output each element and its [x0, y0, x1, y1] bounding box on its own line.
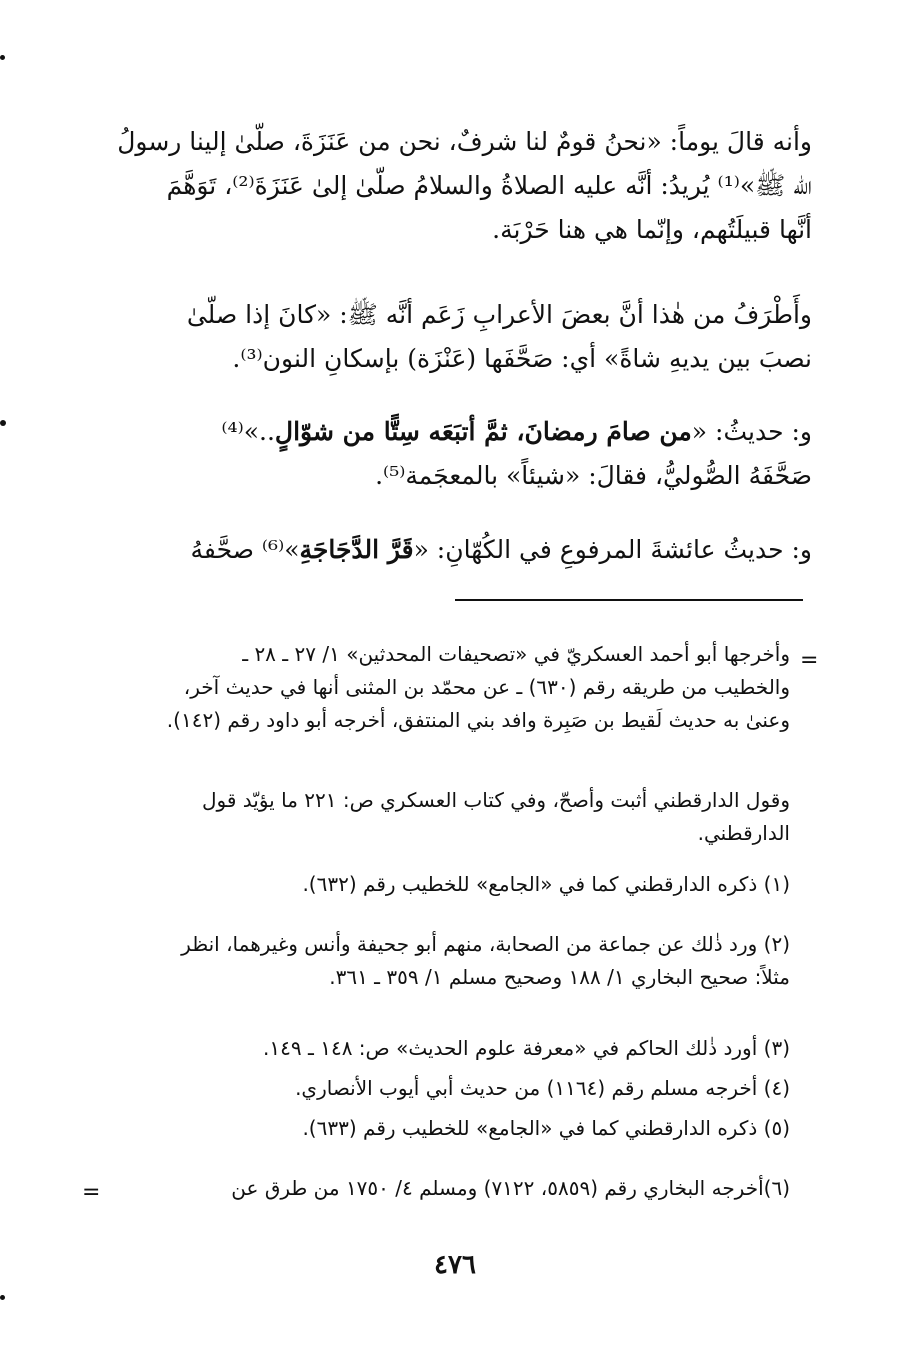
- footnote-1: [110, 868, 790, 901]
- footnote-cont1-line-1: وأخرجها أبو أحمد العسكريّ في «تصحيفات المحدثين» ١/ ٢٧ ـ ٢٨ ـ: [242, 642, 790, 666]
- footnote-cont1-line-3: وعنىٰ به حديث لَقيط بن صَبِرة وافد بني المنتفق، أخرجه أبو داود رقم (١٤٢).: [166, 708, 790, 732]
- paragraph-1-line-3: أنَّها قبيلَتُهم، وإنّما هي هنا حَرْبَة.: [492, 215, 812, 244]
- paragraph-1-line-1: وأنه قالَ يوماً: «نحنُ قومٌ لنا شرفٌ، نحن من عَنَزَةَ، صلّىٰ إلينا رسولُ: [117, 127, 812, 156]
- footnote-2-line-1: (٢) ورد ذٰلك عن جماعة من الصحابة، منهم أبو جحيفة وأنس وغيرهما، انظر: [181, 932, 790, 956]
- footnote-2: [110, 928, 790, 994]
- main-text-paragraph-2: [100, 293, 812, 381]
- hadith-text-2: قَرَّ الدَّجَاجَةِ: [299, 535, 414, 564]
- footnote-4: [110, 1072, 790, 1105]
- hadith-intro-2: و: حديثُ عائشةَ المرفوعِ في الكُهّانِ: «: [413, 535, 812, 564]
- hadith-close: ..»⁽⁴⁾: [221, 417, 275, 446]
- hadith-text: من صامَ رمضانَ، ثمَّ أتبَعَه سِتًّا من شوّالٍ: [274, 417, 692, 446]
- paragraph-1-line-2: الله ﷺ»⁽¹⁾ يُريدُ: أنَّه عليه الصلاةُ والسلامُ صلّىٰ إلىٰ عَنَزَةَ⁽²⁾، تَوَهَّمَ: [166, 171, 812, 200]
- footnote-3-text: (٣) أورد ذٰلك الحاكم في «معرفة علوم الحديث» ص: ١٤٨ ـ ١٤٩.: [263, 1036, 790, 1060]
- hadith-close-2: »⁽⁶⁾ صحَّفهُ: [190, 535, 300, 564]
- footnote-cont2-line-1: وقول الدارقطني أثبت وأصحّ، وفي كتاب العسكري ص: ٢٢١ ما يؤيّد قول: [202, 788, 790, 812]
- footnote-continuation-2: [110, 784, 790, 850]
- main-text: [100, 120, 812, 252]
- continuation-mark-top: =: [800, 648, 819, 673]
- footnote-6: [110, 1172, 790, 1205]
- footnote-3: [110, 1032, 790, 1065]
- footnote-4-text: (٤) أخرجه مسلم رقم (١١٦٤) من حديث أبي أيوب الأنصاري.: [295, 1076, 790, 1100]
- paragraph-2-line-1: وأَطْرَفُ من هٰذا أنَّ بعضَ الأعرابِ زَعَم أنَّه ﷺ: «كانَ إذا صلّىٰ: [186, 300, 812, 329]
- footnote-6-text: (٦)أخرجه البخاري رقم (٥٨٥٩، ٧١٢٢) ومسلم ٤/ ١٧٥٠ من طرق عن: [231, 1176, 790, 1200]
- paragraph-2-line-2: نصبَ بين يديهِ شاةً» أي: صَحَّفَها (عَنْزَة) بإسكانِ النون⁽³⁾.: [232, 344, 812, 373]
- scan-mark-dot: [0, 420, 6, 426]
- page-number: ٤٧٦: [434, 1250, 476, 1280]
- footnote-separator: [455, 599, 803, 601]
- footnote-5: [110, 1112, 790, 1145]
- footnote-5-text: (٥) ذكره الدارقطني كما في «الجامع» للخطيب رقم (٦٣٣).: [302, 1116, 790, 1140]
- footnote-2-line-2: مثلاً: صحيح البخاري ١/ ١٨٨ وصحيح مسلم ١/ ٣٥٩ ـ ٣٦١.: [329, 965, 790, 989]
- footnote-continuation-1: [110, 638, 790, 737]
- main-text-paragraph-4: [100, 528, 812, 572]
- scan-mark-dot: [0, 55, 5, 60]
- footnote-1-text: (١) ذكره الدارقطني كما في «الجامع» للخطيب رقم (٦٣٢).: [302, 872, 790, 896]
- continuation-mark-bottom: =: [82, 1180, 101, 1205]
- paragraph-3-line-2: صَحَّفَهُ الصُّوليُّ، فقالَ: «شيئاً» بالمعجَمة⁽⁵⁾.: [375, 461, 812, 490]
- footnote-cont2-line-2: الدارقطني.: [697, 821, 790, 845]
- main-text-paragraph-3: [100, 410, 812, 498]
- paragraph-4-line-1: [100, 528, 812, 572]
- hadith-intro: و: حديثُ: «: [691, 417, 812, 446]
- paragraph-3-line-1: [100, 410, 812, 454]
- scan-mark-dot: [0, 1295, 5, 1300]
- footnote-cont1-line-2: والخطيب من طريقه رقم (٦٣٠) ـ عن محمّد بن المثنى أنها في حديث آخر،: [183, 675, 790, 699]
